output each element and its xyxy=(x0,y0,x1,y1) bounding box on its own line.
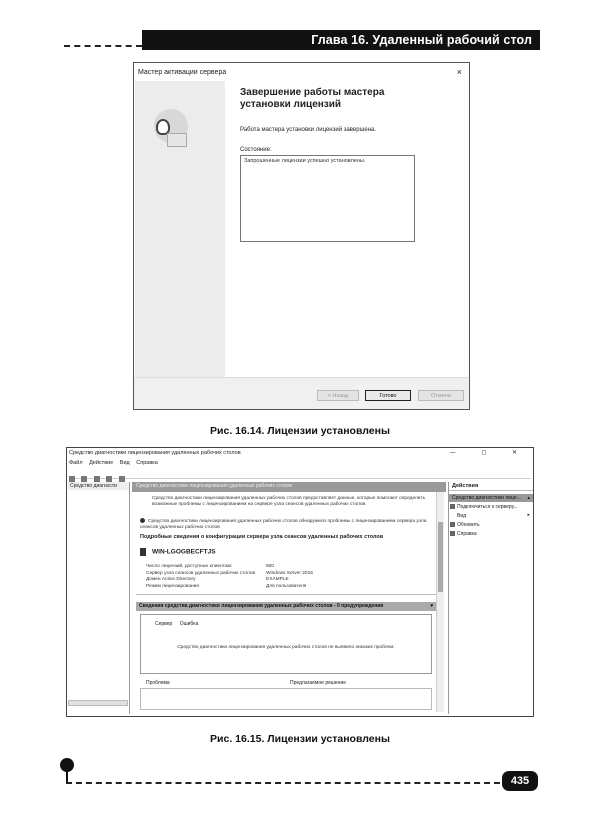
info-icon xyxy=(140,518,145,523)
action-help[interactable] xyxy=(449,529,533,538)
footer-stem xyxy=(66,770,68,782)
results-vertical-scrollbar[interactable] xyxy=(436,492,444,712)
server-properties xyxy=(146,564,436,590)
config-section-title: Подробные сведения о конфигурации сервера узла сеансов удаленных рабочих столов xyxy=(140,534,384,540)
done-button[interactable]: Готово xyxy=(365,390,411,401)
diagnostics-columns xyxy=(155,621,204,627)
scrollbar-thumb[interactable] xyxy=(438,522,443,592)
action-refresh[interactable] xyxy=(449,520,533,529)
connect-icon xyxy=(450,504,455,509)
column-error[interactable]: Ошибка xyxy=(179,621,199,627)
close-icon[interactable]: × xyxy=(456,67,462,77)
solution-label: Предлагаемое решение xyxy=(290,680,347,686)
actions-selected-label: Средство диагностики лице... xyxy=(452,495,521,501)
tree-horizontal-scrollbar[interactable] xyxy=(68,700,128,706)
wizard-complete-message: Работа мастера установки лицензий завершена. xyxy=(240,127,377,133)
diagnoser-window-title: Средство диагностики лицензирования удаленных рабочих столов xyxy=(69,450,241,456)
property-value: EXAMPLE xyxy=(266,577,289,582)
window-controls[interactable]: — ◻ ✕ xyxy=(449,450,529,456)
property-key: Домен Active Directory xyxy=(146,577,196,582)
cancel-button[interactable]: Отмена xyxy=(418,390,464,401)
server-activation-wizard-window xyxy=(133,62,470,410)
action-label: Справка xyxy=(457,531,477,537)
server-name: WIN-LGOGBECFTJS xyxy=(152,548,216,556)
diagnostics-section-title: Сведения средства диагностики лицензирования удаленных рабочих столов - 0 предупреждения xyxy=(139,603,384,609)
actions-selected-item[interactable] xyxy=(449,494,533,502)
actions-header: Действия xyxy=(449,482,533,491)
server-icon xyxy=(140,548,146,556)
diagnostics-section-header[interactable] xyxy=(136,602,436,611)
refresh-icon xyxy=(450,522,455,527)
property-key: Сервер узла сеансов удаленных рабочих столов xyxy=(146,570,256,576)
server-name-row xyxy=(140,548,216,556)
actions-pane xyxy=(448,482,533,714)
wizard-heading-line2: установки лицензий xyxy=(240,99,342,110)
menu-file[interactable]: Файл xyxy=(69,460,83,466)
problem-details-box xyxy=(140,688,432,710)
property-key: Число лицензий, доступных клиентам: xyxy=(146,564,233,569)
figure-caption-16-14: Рис. 16.14. Лицензии установлены xyxy=(210,425,390,437)
certificate-icon xyxy=(167,133,187,147)
wizard-heading-line1: Завершение работы мастера xyxy=(240,87,385,98)
page-number: 435 xyxy=(502,771,538,791)
status-label: Состояние: xyxy=(240,147,272,153)
chapter-title: Глава 16. Удаленный рабочий стол xyxy=(142,30,540,50)
action-label: Обновить xyxy=(457,522,480,528)
action-view[interactable] xyxy=(449,511,533,520)
wizard-button-bar xyxy=(134,377,469,409)
column-server[interactable]: Сервер xyxy=(155,621,173,627)
section-divider xyxy=(136,594,436,595)
console-tree xyxy=(68,482,130,714)
property-value: 500 xyxy=(266,564,275,569)
tree-item-diagnoser[interactable]: Средство диагности xyxy=(68,482,129,490)
menu-view[interactable]: Вид xyxy=(119,460,130,466)
wizard-side-panel xyxy=(135,81,225,377)
property-row xyxy=(146,584,436,591)
problem-label: Проблема xyxy=(146,680,170,686)
licensing-diagnoser-window xyxy=(66,447,534,717)
property-value: Windows Server 2016 xyxy=(266,570,313,576)
back-button[interactable]: < Назад xyxy=(317,390,359,401)
help-icon xyxy=(450,531,455,536)
chevron-right-icon: ▸ xyxy=(527,512,530,518)
status-textbox[interactable]: Запрошенные лицензии успешно установлены. xyxy=(240,155,415,242)
action-label: Подключиться к серверу... xyxy=(457,504,518,510)
diagnoser-info-text: Средство диагностики лицензирования удаленных рабочих столов обнаружило проблемы с лицензированием сервера узла сеансов удаленных рабочих столов xyxy=(140,518,427,530)
menu-bar xyxy=(69,460,163,466)
chevron-up-icon[interactable]: ▴ xyxy=(527,495,530,501)
toolbar xyxy=(69,469,531,479)
figure-caption-16-15: Рис. 16.15. Лицензии установлены xyxy=(210,733,390,745)
menu-action[interactable]: Действие xyxy=(89,460,114,466)
footer-dashed-rule xyxy=(66,782,500,784)
no-problems-message: Средство диагностики лицензирования удаленных рабочих столов не выявило никаких проблем. xyxy=(177,645,395,650)
diagnostics-list xyxy=(140,614,432,674)
results-pane-header: Средство диагностики лицензирования удаленных рабочих столов xyxy=(132,482,446,492)
wizard-window-title: Мастер активации сервера xyxy=(138,69,227,76)
diagnoser-description: Средство диагностики лицензирования удаленных рабочих столов предоставляет данные, которые помогают определить возможные проблемы с лицензированием на сервере узла сеансов удаленных рабочих столов. xyxy=(152,496,426,507)
action-label: Вид xyxy=(457,513,467,519)
results-pane xyxy=(132,482,446,714)
property-value: Для пользователя xyxy=(266,583,307,589)
header-dashed-rule xyxy=(64,45,142,47)
wizard-heading xyxy=(240,87,384,111)
chevron-down-icon[interactable]: ▾ xyxy=(430,603,433,609)
diagnoser-info-line xyxy=(140,518,440,531)
property-key: Режим лицензирования xyxy=(146,583,199,589)
menu-help[interactable]: Справка xyxy=(136,460,158,466)
action-connect[interactable] xyxy=(449,502,533,511)
